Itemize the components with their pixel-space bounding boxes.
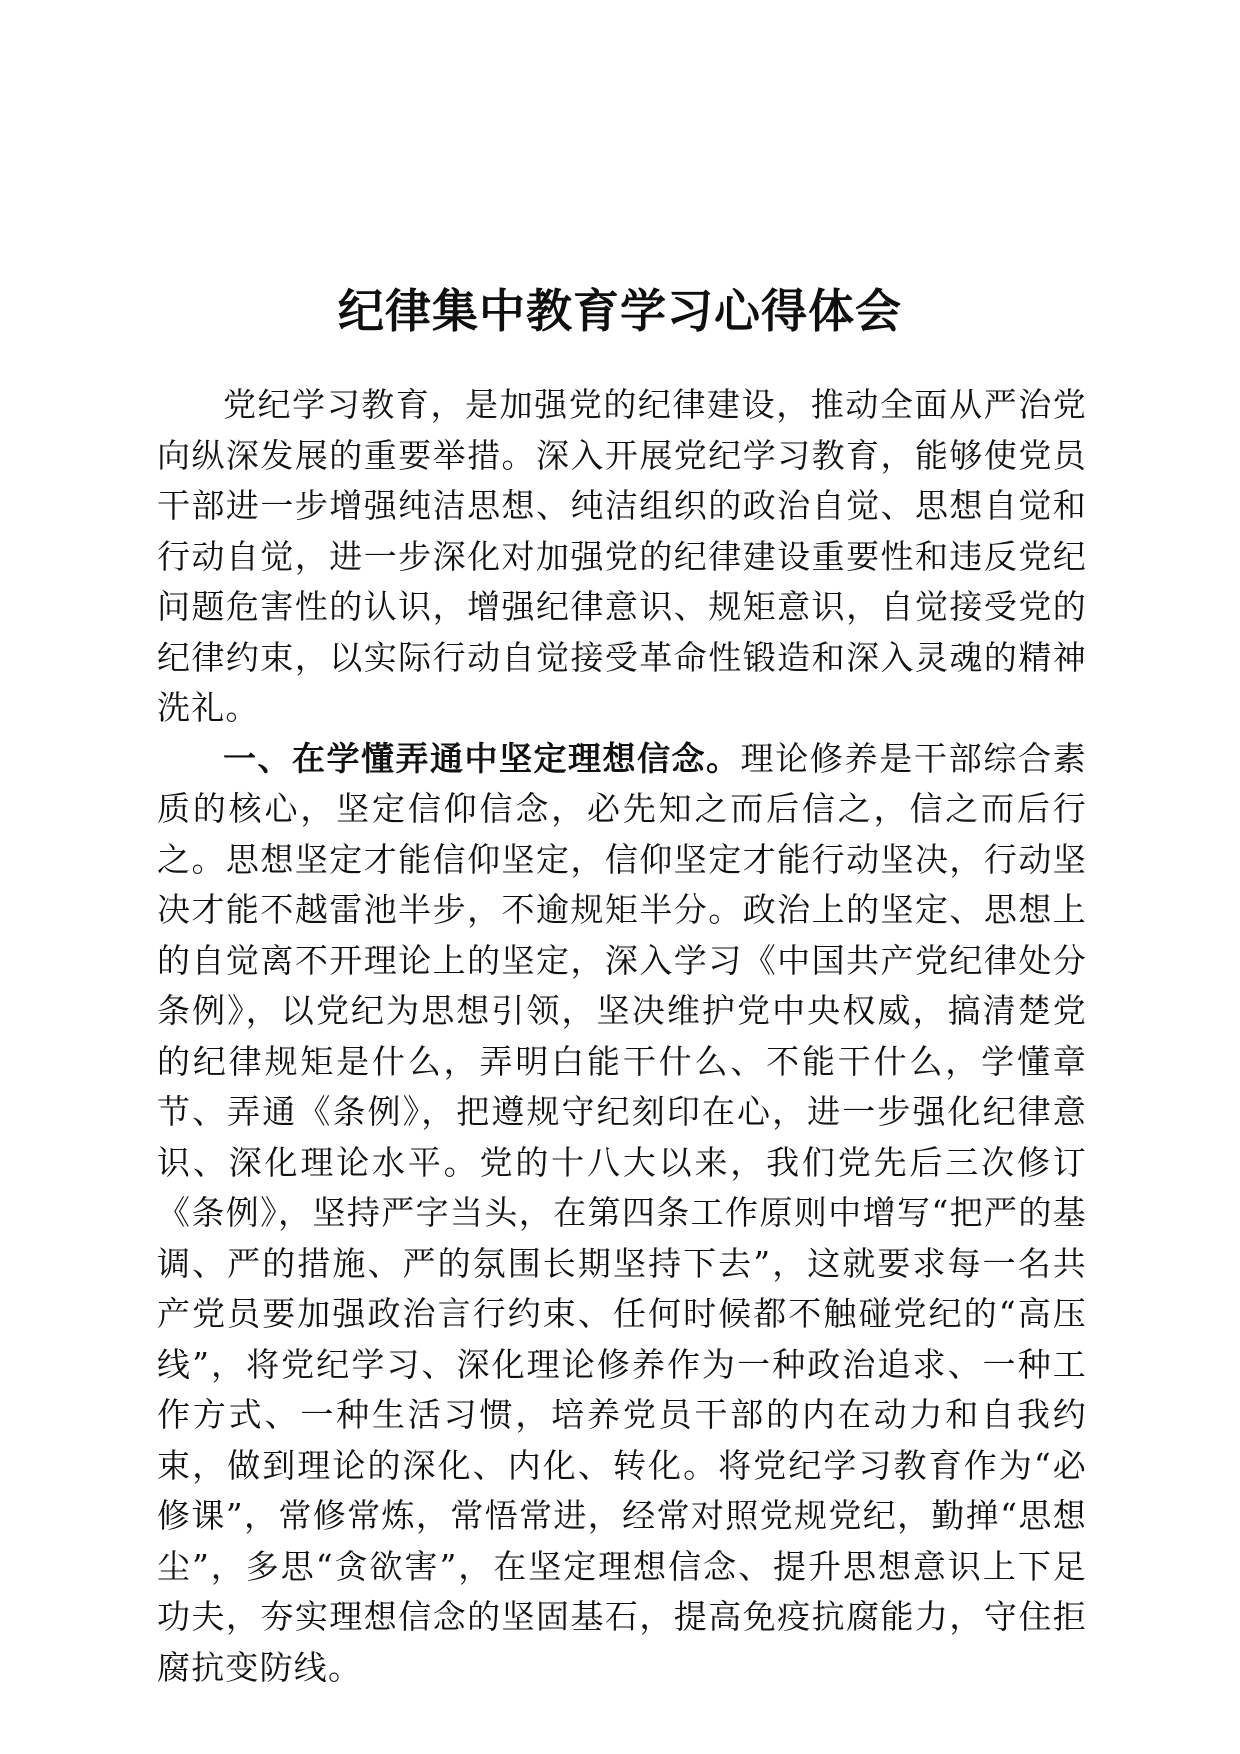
section-heading: 一、在学懂弄通中坚定理想信念。 [223, 738, 741, 778]
paragraph-section-one [157, 734, 1087, 1694]
document-title: 纪律集中教育学习心得体会 [338, 283, 902, 338]
paragraph-intro [157, 380, 1087, 734]
document-body [157, 380, 1087, 1693]
paragraph-text: 理论修养是干部综合素质的核心，坚定信仰信念，必先知之而后信之，信之而后行之。思想坚定才能信仰坚定，信仰坚定才能行动坚决，行动坚决才能不越雷池半步，不逾规矩半分。政治上的坚定、思想上的自觉离不开理论上的坚定，深入学习《中国共产党纪律处分条例》，以党纪为思想引领，坚决维护党中央权威，搞清楚党的纪律规矩是什么，弄明白能干什么、不能干什么，学懂章节、弄通《条例》，把遵规守纪刻印在心，进一步强化纪律意识、深化理论水平。党的十八大以来，我们党先后三次修订《条例》，坚持严字当头，在第四条工作原则中增写“把严的基调、严的措施、严的氛围长期坚持下去”，这就要求每一名共产党员要加强政治言行约束、任何时候都不触碰党纪的“高压线”，将党纪学习、深化理论修养作为一种政治追求、一种工作方式、一种生活习惯，培养党员干部的内在动力和自我约束，做到理论的深化、内化、转化。将党纪学习教育作为“必修课”，常修常炼，常悟常进，经常对照党规党纪，勤掸“思想尘”，多思“贪欲害”，在坚定理想信念、提升思想意识上下足功夫，夯实理想信念的坚固基石，提高免疫抗腐能力，守住拒腐抗变防线。 [157, 738, 1087, 1687]
paragraph-text: 党纪学习教育，是加强党的纪律建设，推动全面从严治党向纵深发展的重要举措。深入开展党纪学习教育，能够使党员干部进一步增强纯洁思想、纯洁组织的政治自觉、思想自觉和行动自觉，进一步深化对加强党的纪律建设重要性和违反党纪问题危害性的认识，增强纪律意识、规矩意识，自觉接受党的纪律约束，以实际行动自觉接受革命性锻造和深入灵魂的精神洗礼。 [157, 385, 1087, 727]
